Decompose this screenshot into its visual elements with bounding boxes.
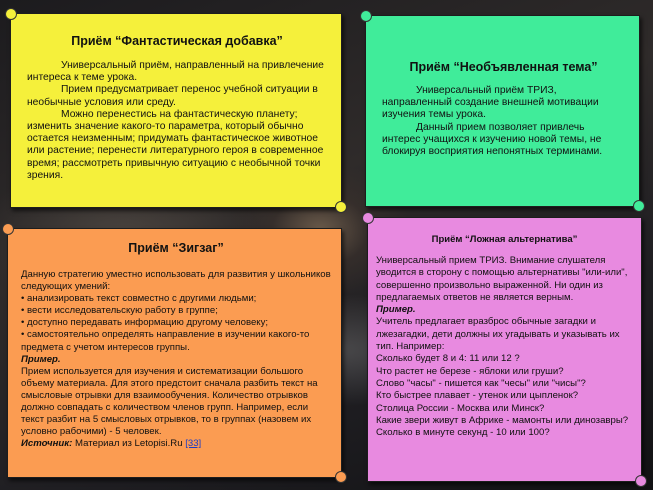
card-line: Сколько будет 8 и 4: 11 или 12 ? bbox=[376, 353, 520, 365]
card-paragraph: Прием предусматривает перенос учебной ситуации в необычные условия или среду. bbox=[27, 84, 318, 108]
scroll-curl-decoration bbox=[5, 8, 17, 20]
card-paragraph: Универсальный приём ТРИЗ, направленный создание внешней мотивации изучения темы урока. bbox=[382, 85, 599, 121]
card-line: Кто быстрее плавает - утенок или цыпленок? bbox=[376, 390, 579, 402]
source-label: Источник: bbox=[21, 438, 73, 450]
example-label: Пример. bbox=[21, 353, 61, 365]
card-false-alternative bbox=[367, 217, 642, 482]
card-unannounced-topic bbox=[365, 15, 640, 207]
scroll-curl-decoration bbox=[633, 200, 645, 212]
card-line: • доступно передавать информацию другому человеку; bbox=[21, 317, 269, 329]
card-line: Учитель предлагает вразброс обычные загадки и лжезагадки, дети должны их угадывать и указывать их тип. Например: bbox=[376, 316, 620, 353]
card-paragraph: Универсальный приём, направленный на привлечение интереса к теме урока. bbox=[27, 60, 324, 84]
source-reference-link[interactable]: [33] bbox=[185, 438, 202, 450]
card-title: Приём “Необъявленная тема” bbox=[409, 60, 598, 74]
card-line: Какие звери живут в Африке - мамонты или динозавры? bbox=[376, 414, 629, 426]
scroll-curl-decoration bbox=[362, 212, 374, 224]
card-line: • анализировать текст совместно с другими людьми; bbox=[21, 293, 257, 305]
card-body bbox=[21, 269, 331, 450]
scroll-curl-decoration bbox=[335, 201, 347, 213]
source-text: Материал из Letopisi.Ru bbox=[72, 438, 186, 450]
card-title: Приём “Зигзаг” bbox=[128, 241, 224, 255]
card-body bbox=[27, 60, 327, 182]
card-body bbox=[376, 255, 633, 439]
source-line bbox=[21, 438, 331, 450]
card-title: Приём “Ложная альтернатива” bbox=[431, 234, 578, 245]
card-line: Столица России - Москва или Минск? bbox=[376, 402, 545, 414]
card-line: Сколько в минуте секунд - 10 или 100? bbox=[376, 427, 550, 439]
scroll-curl-decoration bbox=[2, 223, 14, 235]
scroll-curl-decoration bbox=[635, 475, 647, 487]
card-zigzag bbox=[7, 228, 342, 478]
scroll-curl-decoration bbox=[335, 471, 347, 483]
card-intro: Универсальный прием ТРИЗ. Внимание слушателя уводится в сторону с помощью альтернативы "или-или", совершенно произвольно выраженной. Ни один из предлагаемых ответов не является верным. bbox=[376, 255, 628, 303]
card-line: Что растет не березе - яблоки или груши? bbox=[376, 365, 564, 377]
card-title: Приём “Фантастическая добавка” bbox=[71, 34, 283, 48]
example-label: Пример. bbox=[376, 304, 416, 316]
card-line: • самостоятельно определять направление в изучении какого-то предмета с учетом интересов группы. bbox=[21, 329, 310, 353]
scroll-curl-decoration bbox=[360, 10, 372, 22]
card-fantastic-addition bbox=[10, 13, 342, 208]
card-paragraph: Данный прием позволяет привлечь интерес учащихся к изучению новой темы, не блокируя восприятия непонятных терминами. bbox=[382, 121, 603, 158]
card-line: • вести исследовательскую работу в группе; bbox=[21, 305, 218, 317]
card-body bbox=[382, 85, 625, 158]
example-text: Прием используется для изучения и систематизации большого объему материала. Для этого предстоит сначала разбить текст на смысловые отрывки для взаимообучения. Количество отрывков должно совпадать с количеством членов групп. Например, если текст разбит на 5 смысловых отрывков, то в группах (назовем их условно рабочими) - 5 человек. bbox=[21, 365, 318, 438]
card-paragraph: Можно перенестись на фантастическую планету; изменить значение какого-то параметра, который обычно остается неизменным; придумать фантастическое животное или растение; перенести литературного героя в современное время; рассмотреть привычную ситуацию с необычной точки зрения. bbox=[27, 108, 324, 181]
card-line: Слово "часы" - пишется как "чесы" или "чисы"? bbox=[376, 377, 586, 389]
card-line: Данную стратегию уместно использовать для развития у школьников следующих умений: bbox=[21, 269, 331, 293]
